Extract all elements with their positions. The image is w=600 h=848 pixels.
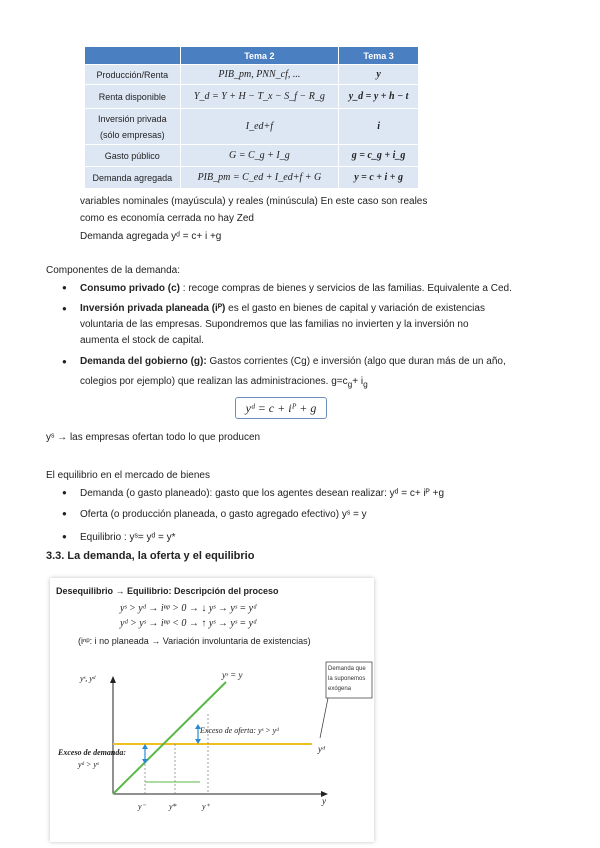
row-tema2: I_ed+f	[180, 109, 339, 145]
section-title: 3.3. La demanda, la oferta y el equilibrio	[46, 550, 255, 562]
consumo-term: Consumo privado (c)	[80, 283, 181, 294]
table-header-row	[85, 47, 419, 65]
row-label: Producción/Renta	[85, 65, 181, 85]
table-row	[85, 167, 419, 189]
row-tema3: y	[339, 65, 419, 85]
aggregate-demand-equation-box: yᵈ = c + iᴾ + g	[235, 397, 327, 419]
inversion-text-3: aumenta el stock de capital.	[80, 335, 204, 346]
components-heading: Componentes de la demanda:	[46, 265, 180, 276]
row-tema3: y_d = y + h − t	[339, 85, 419, 109]
bullet-inversion	[80, 301, 580, 349]
table-header-empty	[85, 47, 181, 65]
diagram-title: Desequilibrio → Equilibrio: Descripción del proceso	[56, 586, 279, 596]
bullet-gobierno	[80, 352, 580, 394]
equilibrium-item-demand: ● Demanda (o gasto planeado): gasto que los agentes desean realizar: yᵈ = c+ iᴾ +g	[80, 488, 444, 499]
excess-demand-ineq: yᵈ > yˢ	[78, 760, 99, 769]
annotation-pointer	[320, 698, 328, 738]
row-label: Renta disponible	[85, 85, 181, 109]
inversion-text-1: es el gasto en bienes de capital y variación de existencias	[225, 303, 485, 314]
table-row	[85, 145, 419, 167]
table-row	[85, 65, 419, 85]
row-tema2: PIB_pm = C_ed + I_ed+f + G	[180, 167, 339, 189]
equilibrium-diagram	[50, 578, 374, 842]
tick-y-eq: y*	[169, 802, 177, 811]
row-tema2: G = C_g + I_g	[180, 145, 339, 167]
diagram-note: (iⁿᵖ: i no planeada → Variación involuntaria de existencias)	[78, 636, 311, 646]
table-header-tema3: Tema 3	[339, 47, 419, 65]
gobierno-sub-1: g	[347, 379, 353, 389]
excess-demand-label: Exceso de demanda:	[58, 748, 126, 757]
row-label: Demanda agregada	[85, 167, 181, 189]
concepts-table	[84, 46, 419, 189]
tick-y-low: y⁻	[138, 802, 146, 811]
note-line-3: Demanda agregada yᵈ = c+ i +g	[80, 231, 222, 242]
bullet-consumo	[80, 283, 580, 294]
row-label: Inversión privada (sólo empresas)	[85, 109, 181, 145]
note-line-2: como es economía cerrada no hay Zed	[80, 213, 254, 224]
note-line-1: variables nominales (mayúscula) y reales (minúscula) En este caso son reales	[80, 196, 428, 207]
excess-supply-label: Exceso de oferta: yˢ > yᵈ	[200, 726, 279, 735]
y-axis-label: yˢ, yᵈ	[80, 674, 96, 683]
table-row	[85, 109, 419, 145]
equilibrium-item-supply: ● Oferta (o producción planeada, o gasto agregado efectivo) yˢ = y	[80, 509, 367, 520]
row-tema3: g = c_g + i_g	[339, 145, 419, 167]
y-axis-arrow	[110, 676, 116, 683]
gobierno-term: Demanda del gobierno (g):	[80, 356, 207, 367]
row-tema3: y = c + i + g	[339, 167, 419, 189]
table-header-tema2: Tema 2	[180, 47, 339, 65]
inversion-term: Inversión privada planeada (iᴾ)	[80, 303, 226, 314]
equilibrium-item-equilibrium: ● Equilibrio : yˢ= yᵈ = y*	[80, 532, 176, 543]
diagram-eq-2: yᵈ > yˢ → iⁿᵖ < 0 → ↑ yˢ → yˢ = yᵈ	[120, 618, 257, 629]
annotation-text: Demanda que la suponemos exógena	[328, 666, 366, 692]
x-axis-label: y	[322, 796, 326, 806]
tick-y-high: y⁺	[202, 802, 210, 811]
row-tema2: PIB_pm, PNN_cf, ...	[180, 65, 339, 85]
gobierno-plus: + i	[352, 376, 364, 387]
gobierno-text-2: colegios por ejemplo) que realizan las administraciones. g=c	[80, 376, 348, 387]
row-tema3: i	[339, 109, 419, 145]
gobierno-sub-2: g	[363, 379, 368, 389]
gobierno-text-1: Gastos corrientes (Cg) e inversión (algo que duran más de un año,	[206, 356, 506, 367]
inversion-text-2: voluntaria de las empresas. Supondremos que las familias no invierten y la inversión no	[80, 319, 469, 330]
row-label: Gasto público	[85, 145, 181, 167]
equilibrium-heading: El equilibrio en el mercado de bienes	[46, 470, 210, 481]
row-tema2: Y_d = Y + H − T_x − S_f − R_g	[180, 85, 339, 109]
diagram-eq-1: yˢ > yᵈ → iⁿᵖ > 0 → ↓ yˢ → yˢ = yᵈ	[120, 603, 257, 614]
supply-statement: yˢ → las empresas ofertan todo lo que producen	[46, 432, 261, 443]
demand-line-label: yᵈ	[318, 744, 325, 754]
consumo-text: : recoge compras de bienes y servicios de las familias. Equivalente a Ced.	[180, 283, 512, 294]
supply-line	[113, 682, 226, 794]
table-row	[85, 85, 419, 109]
supply-line-label: yˢ = y	[222, 670, 243, 680]
